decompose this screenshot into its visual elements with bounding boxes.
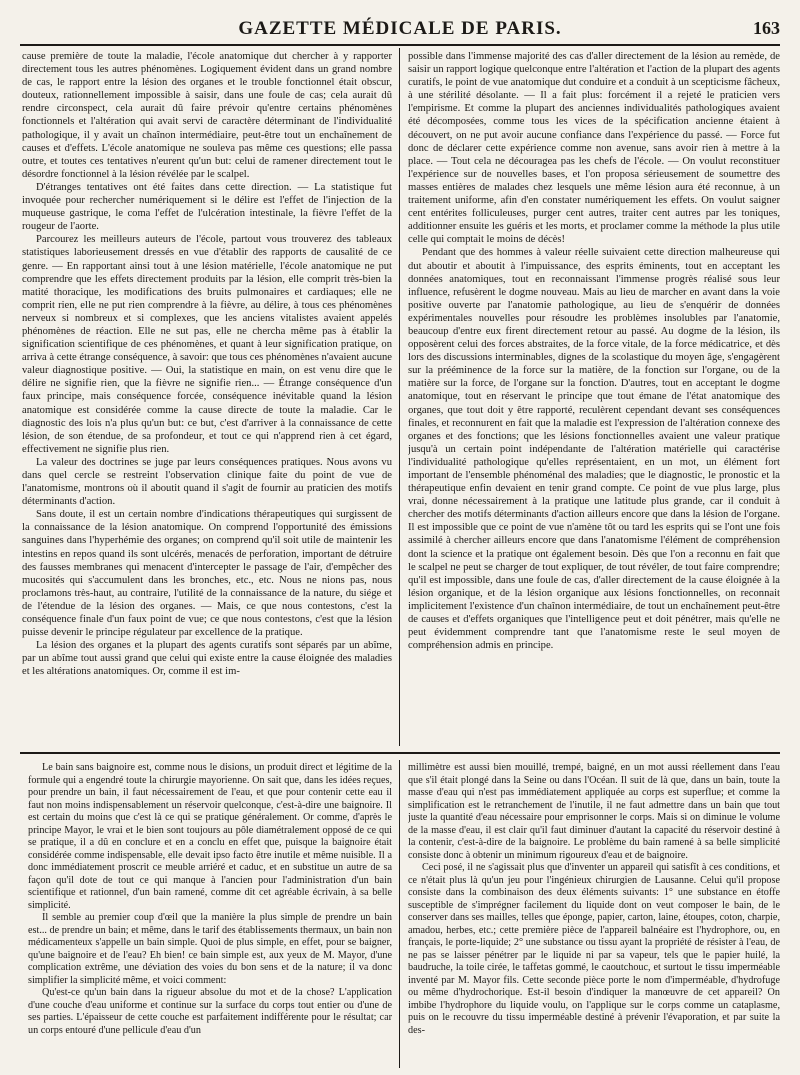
top-right-column bbox=[408, 50, 780, 745]
column-divider bbox=[399, 48, 400, 746]
section-rule bbox=[20, 752, 780, 754]
paragraph: La lésion des organes et la plupart des agents curatifs sont séparés par un abîme, par un abîme tout aussi grand que celui qui existe entre la cause éloignée des maladies et les altérations anatomiques. Or, comme il est im- bbox=[22, 640, 392, 678]
paragraph: millimètre est aussi bien mouillé, trempé, baigné, en un mot aussi réellement dans l'eau que s'il était plongé dans la Seine ou dans l'Océan. Il suit de là que, dans un bain, toute la masse d'eau qui n'est pas immédiatement appliquée au corps est superflue; et comme la simplification est le retranchement de l'inutile, il ne faut admettre dans un bain que tout juste la quantité d'eau nécessaire pour emprisonner le corps. Mais si on diminue le volume de la masse d'eau, il est clair qu'il faut diminuer d'autant la capacité du réservoir destiné à la contenir, c'est-à-dire de la baignoire. Le problème du bain ramené à sa belle simplicité consiste donc à obtenir un minimum rigoureux d'eau et de baignoire. bbox=[408, 762, 780, 861]
paragraph: cause première de toute la maladie, l'école anatomique dut chercher à y rapporter directement tous les autres phénomènes. Logiquement évident dans un grand nombre de cas, le rapport entre la lésion des organes et le trouble fonctionnel était obscur, douteux, rationnellement impossible à saisir, dans une foule de cas; cela aurait dû rendre circonspect, cela aurait dû faire prévoir qu'entre certains phénomènes fonctionnels et l'altération qui avait servi de caractère déterminant de l'individualité pathologique, il y avait un chaînon intermédiaire, peut-être tout un enchaînement de causes et d'effets. L'école anatomique ne souleva pas même ces questions; elle passa outre, et toutes ces tentatives n'eurent qu'un but: celui de ramener directement tout le désordre fonctionnel à la lésion révélée par le scalpel. bbox=[22, 51, 392, 180]
paragraph: Le bain sans baignoire est, comme nous le disions, un produit direct et légitime de la formule qui a engendré toute la chirurgie mayorienne. On sait que, dans les idées reçues, pour prendre un bain, il faut nécessairement de l'eau, et que pour contenir cette eau il faut non moins indispensablement un réservoir quelconque, c'est-à-dire une baignoire. Il est certain du moins que c'est là ce qui se pratique généralement. Or comme, d'après le principe Mayor, le vrai et le bien sont toujours au pôle diamétralement opposé de ce qui se pratique, il a dû en conclure et en a conclu en effet que, puisque la baignoire était considérée comme indispensable, elle devait ipso facto être inutile et même nuisible. Il a donc immédiatement proscrit ce meuble arriéré et caduc, et en substitue un autre de sa façon qu'il dote de tout ce qui manque à l'ancien pour l'administration d'un bain scientifique et rationnel, d'un bain ramené, comme dit cet agréable écrivain, à sa belle simplicité. bbox=[28, 762, 392, 911]
top-left-column bbox=[22, 50, 392, 745]
paragraph: Sans doute, il est un certain nombre d'indications thérapeutiques qui surgissent de la connaissance de la lésion anatomique. On comprend l'opportunité des émissions sanguines dans l'hyperhémie des organes; on comprend qu'il soit utile de maintenir les intestins en repos quand ils sont ulcérés, menacés de perforation, important de détruire des fausses membranes qui menacent d'intercepter le passage de l'air, d'empêcher des mucosités qui s'accumulent dans les bronches, etc., etc. Nous ne nions pas, nous proclamons très-haut, au contraire, l'utilité de la connaissance de la nature, du siége et de l'étendue de la lésion des organes. — Mais, ce que nous contestons, c'est la conséquence finale d'un faux point de vue; ce que nous contestons, c'est que la lésion puisse devenir le principe régulateur par excellence de la pratique. bbox=[22, 509, 392, 639]
paragraph: Parcourez les meilleurs auteurs de l'école, partout vous trouverez des tableaux statistiques laborieusement dressés en vue d'établir des rapports de causalité de ce genre. — En rapportant ainsi tout à une lésion matérielle, l'école anatomique ne put comprendre que les effets directement produits par la lésion, elle comprit très-bien la matité thoracique, les modifications des bruits pulmonaires et cardiaques; elle ne comprit rien, elle ne put rien comprendre à la fièvre, au délire, à tous ces phénomènes nerveux si nombreux et si complexes, que les anciens vitalistes avaient appelés phénomènes de réaction. Elle ne sut pas, elle ne chercha même pas à établir la signification scientifique de ces phénomènes, et quant à leur signification pratique, on arriva à cette étrange conséquence, à savoir: que tous ces phénomènes n'avaient aucune valeur diagnostique positive. — Oui, la statistique en main, on est venu dire que le délire ne signifie rien, que la fièvre ne signifie rien... — Étrange conséquence d'un faux principe, mais conséquence forcée, conséquence inévitable quand la lésion anatomique est considérée comme la cause directe de toute la maladie. Car le diagnostic des lois n'a plus qu'un but: ce but, c'est d'arriver à la connaissance de cette lésion, de son étendue, de sa profondeur, et tout ce qui n'apprend rien à cet égard, effectivement ne signifie plus rien. bbox=[22, 234, 392, 455]
journal-title: GAZETTE MÉDICALE DE PARIS. bbox=[238, 18, 562, 39]
column-divider bbox=[399, 760, 400, 1068]
bottom-right-column bbox=[408, 762, 780, 1068]
page-header bbox=[20, 18, 780, 42]
paragraph: possible dans l'immense majorité des cas d'aller directement de la lésion au remède, de saisir un rapport logique quelconque entre l'altération et l'action de la plupart des agents curatifs, le point de vue anatomique dut conduire et a conduit à un scepticisme fâcheux, à une stérilité désolante. — Il a fait plus: forcément il a rejeté le praticien vers l'empirisme. Et comme la plupart des anciennes individualités pathologiques avaient été décomposées, comme tous les vices de la spécification ancienne étaient à découvert, on ne put avoir aucune confiance dans l'expérience du passé. — Force fut donc de déclarer cette expérience comme non avenue, sans avoir rien à mettre à la place. — Tout cela ne découragea pas les chefs de l'école. — On voulut reconstituer l'expérience sur de nouvelles bases, et l'on proposa sérieusement de soumettre des masses entières de malades chez lesquels une même lésion aura été reconnue, à un traitement uniforme, afin d'en constater numériquement les effets. On voulut saigner cent entérites folliculeuses, purger cent autres, traiter cent autres par les toniques, additionner ensuite les guéris et les morts, et proclamer comme la méthode la plus utile celle qui comptait le moins de décès! bbox=[408, 51, 780, 246]
header-rule bbox=[20, 44, 780, 46]
paragraph: La valeur des doctrines se juge par leurs conséquences pratiques. Nous avons vu dans quel cercle se restreint l'observation clinique faite du point de vue de l'anatomisme, montrons où il aboutit quand il s'agit de fournir au praticien des motifs déterminants d'action. bbox=[22, 456, 392, 508]
paragraph: Pendant que des hommes à valeur réelle suivaient cette direction malheureuse qui dut aboutir et aboutit à l'impuissance, des esprits éminents, tout en acceptant les données anatomiques, tout en reconnaissant l'immense progrès réalisé sous leur influence, refusèrent le dogme nouveau. Mais au lieu de marcher en avant dans la voie positive ouverte par l'anatomie pathologique, au lieu de s'enquérir de données expérimentales nouvelles pour résoudre les problèmes insolubles par l'anatomie, beaucoup d'entre eux firent directement retour au passé. Au dogme de la lésion, ils opposèrent celui des forces abstraites, de la force vitale, de la force médicatrice, et dès lors des discussions interminables, dignes de la scolastique du moyen âge, s'engagèrent sur la prééminence de la force sur la matière, de la fonction sur l'organe, ou de la matière sur la force, de l'organe sur la fonction. D'autres, tout en acceptant le dogme anatomique, tout en réservant le principe que tout émane de l'état anatomique des organes, que tout doit y être rapporté, reculèrent cependant devant ses conséquences finales, et reconnurent en fait que la maladie est l'expression de l'altération connexe des organes et des fonctions; que les lésions fonctionnelles avaient une valeur pratique jusqu'à un certain point indépendante de l'altération matérielle qui caractérise l'individualité pathologique qu'elles représentaient, en un mot, un élément fort important de l'ensemble phénoménal des maladies; que le diagnostic, le pronostic et la thérapeutique enfin devaient en tenir grand compte. Ce point de vue plus large, plus vrai, donne nécessairement à la pratique une latitude plus grande, car il conduit à chercher des motifs déterminants d'action ailleurs encore que dans la lésion de l'organe. Il est impossible que ce point de vue n'amène tôt ou tard les esprits qui se l'ont une fois assimilé à chercher ailleurs encore que dans l'anatomisme l'élément de compréhension dont la science et la pratique ont également besoin. Dès que l'on a reconnu en fait que le scalpel ne peut se charger de tout expliquer, de tout révéler, de tout faire comprendre; qu'il est impossible, dans une foule de cas, d'aller directement de la cause éloignée à la lésion organique, et de la lésion organique aux lésions fonctionnelles, on reconnait implicitement l'existence d'un chaînon intermédiaire, de tout un enchaînement peut-être de causes et d'effets organiques que l'intelligence peut et doit pénétrer, mais qu'elle ne peut évidemment comprendre tant que l'anatomisme reste le seul moyen de compréhension admis en principe. bbox=[408, 247, 780, 652]
page-number: 163 bbox=[753, 18, 780, 38]
paragraph: Il semble au premier coup d'œil que la manière la plus simple de prendre un bain est... de prendre un bain; et même, dans le tarif des établissements thermaux, un bain non médicamenteux s'appelle un bain simple. Quoi de plus simple, en effet, pour se baigner, qu'une baignoire et de l'eau? Eh bien! ce bain simple est, aux yeux de M. Mayor, d'une complication extrême, une déviation des voies du bon sens et de la nature; il va donc simplifier la simplicité même, et voici comment: bbox=[28, 912, 392, 986]
paragraph: Qu'est-ce qu'un bain dans la rigueur absolue du mot et de la chose? L'application d'une couche d'eau uniforme et continue sur la surface du corps tout entier ou d'une de ses parties. L'épaisseur de cette couche est parfaitement indifférente pour le résultat; car un corps entouré d'une pellicule d'eau d'un bbox=[28, 987, 392, 1036]
paragraph: Ceci posé, il ne s'agissait plus que d'inventer un appareil qui satisfît à ces conditions, et ce n'était plus là qu'un jeu pour l'ingénieux chirurgien de Lausanne. Celui qu'il propose consiste dans la combinaison des deux éléments suivants: 1° une substance en étoffe susceptible de s'imprégner facilement du liquide dont on veut composer le bain, de le conserver dans ses mailles, telles que éponge, papier, carton, laine, étoupes, coton, charpie, amadou, herbes, etc.; cette première pièce de l'appareil balnéaire est l'hydrophore, ou, en français, le porte-liquide; 2° une substance ou tissu ayant la propriété de résister à l'eau, de ne pas se laisser pénétrer par le liquide ni par sa vapeur, tels que le papier huilé, la baudruche, la toile cirée, le taffetas gommé, le caoutchouc, et surtout le tissu imperméable inventé par M. Mayor fils. Cette seconde pièce porte le nom d'imperméable, d'hydrofuge ou même d'hydrochorique. Est-il besoin d'indiquer la manœuvre de cet appareil? On imbibe l'hydrophore du liquide voulu, on l'applique sur le corps comme un cataplasme, puis on le recouvre du tissu imperméable destiné à prévenir l'évaporation, et par suite la des- bbox=[408, 862, 780, 1036]
bottom-left-column bbox=[28, 762, 392, 1068]
paragraph: D'étranges tentatives ont été faites dans cette direction. — La statistique fut invoquée pour rechercher numériquement si le délire est l'effet de l'injection de la muqueuse gastrique, le coma l'effet de l'ulcération intestinale, la fièvre l'effet de la rougeur de l'aorte. bbox=[22, 181, 392, 233]
